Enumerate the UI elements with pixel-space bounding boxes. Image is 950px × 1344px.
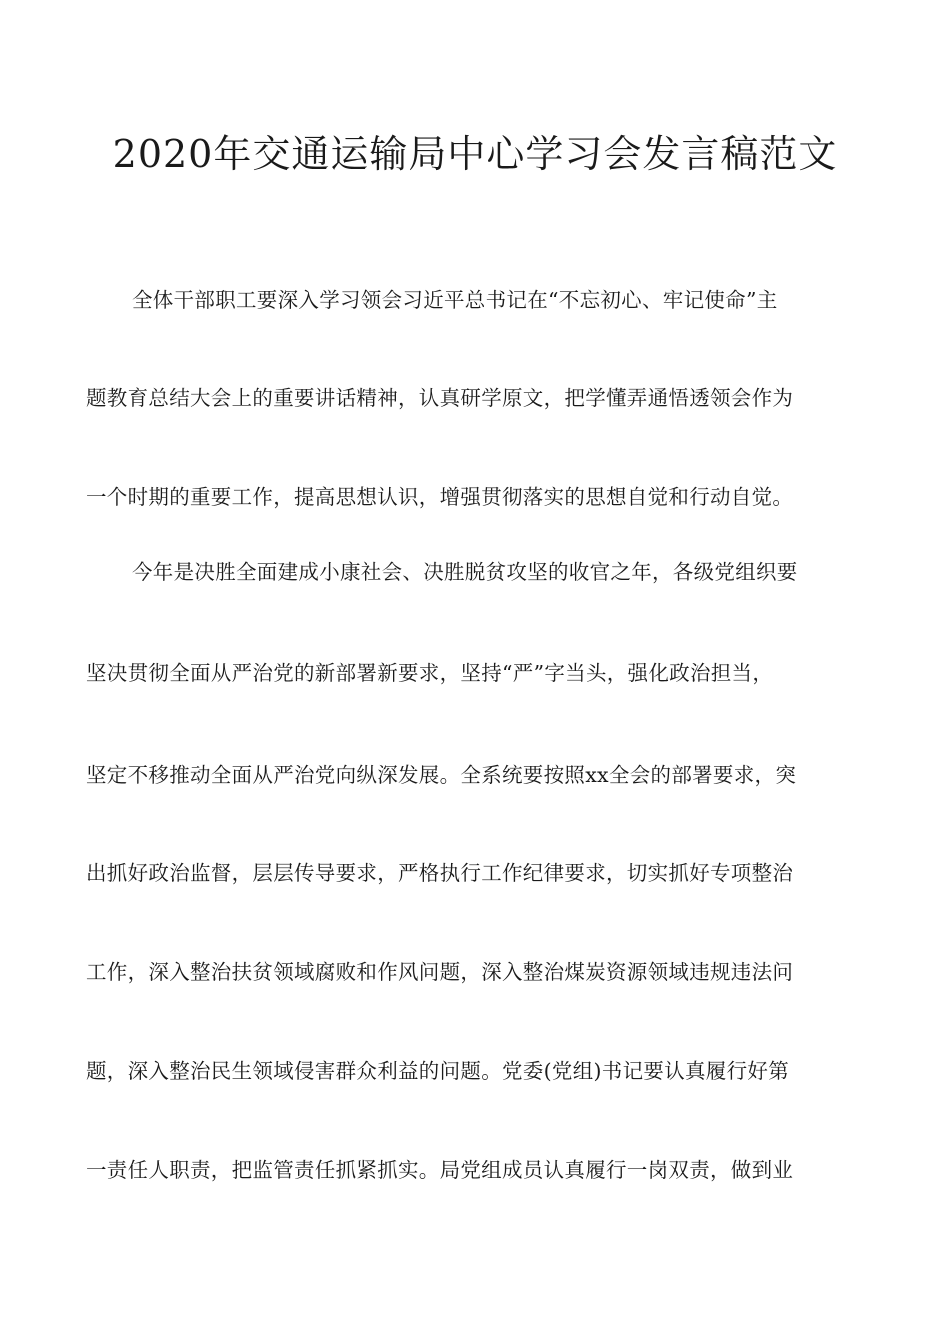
- paragraph-1-line-3: 一个时期的重要工作，提高思想认识，增强贯彻落实的思想自觉和行动自觉。: [86, 485, 794, 509]
- paragraph-2-line-4: 出抓好政治监督，层层传导要求，严格执行工作纪律要求，切实抓好专项整治: [86, 861, 794, 885]
- paragraph-2-line-1: 今年是决胜全面建成小康社会、决胜脱贫攻坚的收官之年，各级党组织要: [132, 560, 798, 584]
- paragraph-2-line-6: 题，深入整治民生领域侵害群众利益的问题。党委(党组)书记要认真履行好第: [86, 1059, 789, 1083]
- paragraph-1-line-2: 题教育总结大会上的重要讲话精神，认真研学原文，把学懂弄通悟透领会作为: [86, 386, 794, 410]
- paragraph-2-line-5: 工作，深入整治扶贫领域腐败和作风问题，深入整治煤炭资源领域违规违法问: [86, 960, 794, 984]
- document-title: 2020年交通运输局中心学习会发言稿范文: [112, 132, 838, 176]
- paragraph-2-line-2: 坚决贯彻全面从严治党的新部署新要求，坚持“严”字当头，强化政治担当，: [86, 661, 774, 685]
- paragraph-2-line-3: 坚定不移推动全面从严治党向纵深发展。全系统要按照xx全会的部署要求，突: [86, 763, 797, 787]
- paragraph-1-line-1: 全体干部职工要深入学习领会习近平总书记在“不忘初心、牢记使命”主: [132, 288, 778, 312]
- paragraph-2-line-7: 一责任人职责，把监管责任抓紧抓实。局党组成员认真履行一岗双责，做到业: [86, 1158, 794, 1182]
